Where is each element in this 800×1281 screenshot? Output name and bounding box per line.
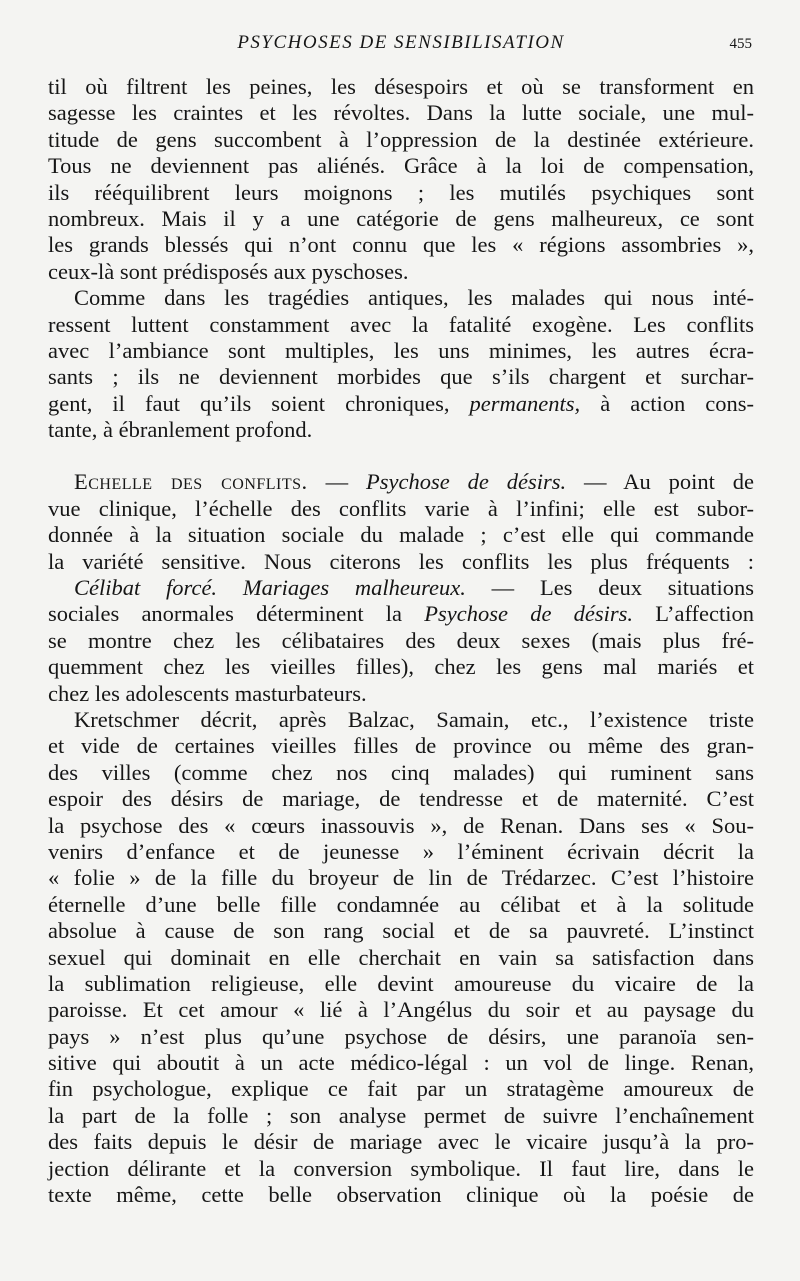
- text-line: éternelle d’une belle fille condamnée au célibat et à la solitude: [48, 891, 754, 917]
- text-line: venirs d’enfance et de jeunesse » l’éminent écrivain décrit la: [48, 838, 754, 864]
- text-line: Tous ne deviennent pas aliénés. Grâce à la loi de compensation,: [48, 153, 754, 179]
- section-subtitle: Psychose de désirs.: [366, 469, 567, 495]
- section-heading-line: [48, 469, 754, 495]
- text-segment: gent, il faut qu’ils soient chroniques,: [48, 390, 450, 416]
- text-line: ils rééquilibrent leurs moignons ; les mutilés psychiques sont: [48, 179, 754, 205]
- text-line: avec l’ambiance sont multiples, les uns minimes, les autres écra-: [48, 337, 754, 363]
- emphasis: Célibat forcé. Mariages malheureux.: [74, 575, 466, 601]
- body-text: [48, 74, 754, 1208]
- text-line: chez les adolescents masturbateurs.: [48, 680, 367, 706]
- text-segment: sociales anormales déterminent la: [48, 601, 403, 627]
- text-line: tante, à ébranlement profond.: [48, 417, 313, 443]
- text-line: « folie » de la fille du broyeur de lin de Trédarzec. C’est l’histoire: [48, 865, 754, 891]
- paragraph-4: [48, 707, 754, 1208]
- text-line: des villes (comme chez nos cinq malades) qui ruminent sans: [48, 759, 754, 785]
- text-line: donnée à la situation sociale du malade ; c’est elle qui commande: [48, 522, 754, 548]
- text-line: la variété sensitive. Nous citerons les conflits les plus fréquents :: [48, 548, 754, 574]
- text-line: nombreux. Mais il y a une catégorie de gens malheureux, ce sont: [48, 205, 754, 231]
- text-line: des faits depuis le désir de mariage avec le vicaire jusqu’à la pro-: [48, 1129, 754, 1155]
- page-header: [48, 28, 754, 74]
- text-line: vue clinique, l’échelle des conflits varie à l’infini; elle est subor-: [48, 495, 754, 521]
- text-line: sexuel qui dominait en elle cherchait en vain sa satisfaction dans: [48, 944, 754, 970]
- paragraph-3: [48, 575, 754, 707]
- text-line: ressent luttent constamment avec la fatalité exogène. Les conflits: [48, 311, 754, 337]
- text-line: absolue à cause de son rang social et de sa pauvreté. L’instinct: [48, 918, 754, 944]
- text-line: ceux-là sont prédisposés aux pyschoses.: [48, 258, 409, 284]
- text-line: et vide de certaines vieilles filles de province ou même des gran-: [48, 733, 754, 759]
- text-line: Comme dans les tragédies antiques, les malades qui nous inté-: [74, 285, 754, 311]
- section-gap: [48, 443, 754, 469]
- text-line: la part de la folle ; son analyse permet de suivre l’enchaînement: [48, 1102, 754, 1128]
- text-line: espoir des désirs de mariage, de tendresse et de maternité. C’est: [48, 786, 754, 812]
- text-segment: — Les deux situations: [491, 575, 754, 601]
- text-line: sagesse les craintes et les révoltes. Dans la lutte sociale, une mul-: [48, 100, 754, 126]
- paragraph-1: [48, 74, 754, 285]
- text-line: paroisse. Et cet amour « lié à l’Angélus du soir et au paysage du: [48, 997, 754, 1023]
- running-title: PSYCHOSES DE SENSIBILISATION: [237, 32, 565, 53]
- text-segment: L’affection: [655, 601, 755, 627]
- page-number: 455: [729, 36, 752, 52]
- emphasis: permanents,: [469, 390, 581, 416]
- text-segment: à action cons-: [600, 390, 755, 416]
- text-line: sitive qui aboutit à un acte médico-légal : un vol de linge. Renan,: [48, 1050, 754, 1076]
- text-line: la sublimation religieuse, elle devint amoureuse du vicaire de la: [48, 970, 754, 996]
- text-line: pays » n’est plus qu’une psychose de désirs, une paranoïa sen-: [48, 1023, 754, 1049]
- paragraph-2: [48, 285, 754, 443]
- text-line: Kretschmer décrit, après Balzac, Samain, etc., l’existence triste: [74, 706, 754, 732]
- section-echelle: [48, 469, 754, 575]
- text-line: quemment chez les vieilles filles), chez les gens mal mariés et: [48, 654, 754, 680]
- text-line: [48, 575, 754, 601]
- text-line: [48, 391, 754, 417]
- text-line: fin psychologue, explique ce fait par un stratagème amoureux de: [48, 1076, 754, 1102]
- text-line: [48, 601, 754, 627]
- text-line: les grands blessés qui n’ont connu que les « régions assombries »,: [48, 232, 754, 258]
- text-line: la psychose des « cœurs inassouvis », de Renan. Dans ses « Sou-: [48, 812, 754, 838]
- dash: —: [325, 469, 349, 495]
- text-line: se montre chez les célibataires des deux sexes (mais plus fré-: [48, 627, 754, 653]
- text-line: texte même, cette belle observation clinique où la poésie de: [48, 1182, 754, 1208]
- text-line: titude de gens succombent à l’oppression de la destinée extérieure.: [48, 126, 754, 152]
- text-line: til où filtrent les peines, les désespoirs et où se transforment en: [48, 74, 754, 99]
- text-line: jection délirante et la conversion symbolique. Il faut lire, dans le: [48, 1155, 754, 1181]
- emphasis: Psychose de désirs.: [424, 601, 634, 627]
- text-line: sants ; ils ne deviennent morbides que s’ils chargent et surchar-: [48, 364, 754, 390]
- text-segment: — Au point de: [584, 469, 755, 495]
- section-heading: Echelle des conflits.: [74, 469, 308, 495]
